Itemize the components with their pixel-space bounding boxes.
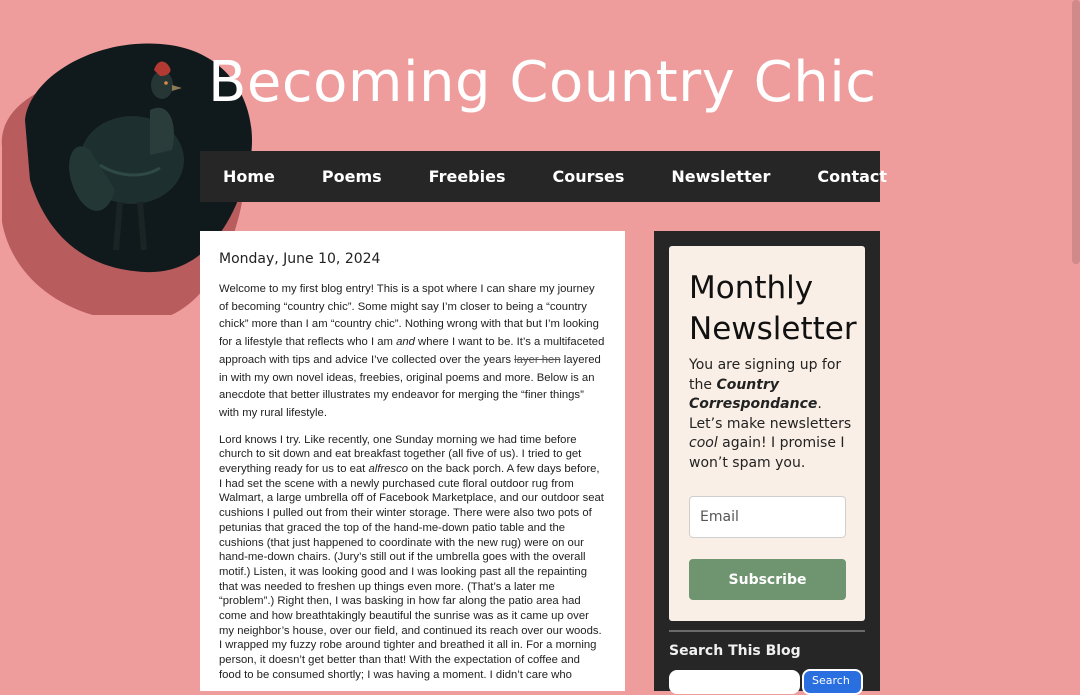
site-title[interactable]: Becoming Country Chic xyxy=(208,50,877,115)
nav-home[interactable]: Home xyxy=(223,167,275,186)
post-paragraph-1: Welcome to my first blog entry! This is a spot where I can share my journey of becoming “country chic”. Some might say I’m closer to being a “country chick” more than I am “country chic”. Nothing wrong with that but I’m looking for a lifestyle that reflects who I am and where I want to be. It’s a multifaceted approach with tips and advice I’ve collected over the years layer hen layered in with my own novel ideas, freebies, original poems and more. Below is an anecdote that better illustrates my endeavor for merging the “finer things” with my rural lifestyle. xyxy=(219,283,605,419)
nav-poems[interactable]: Poems xyxy=(321,167,382,186)
nav-contact[interactable]: Contact xyxy=(817,167,888,186)
search-title: Search This Blog xyxy=(669,643,801,659)
scrollbar[interactable] xyxy=(1072,0,1080,264)
nav-courses[interactable]: Courses xyxy=(552,167,625,186)
nav-newsletter[interactable]: Newsletter xyxy=(671,167,771,186)
subscribe-button[interactable]: Subscribe xyxy=(689,559,846,600)
nav-freebies[interactable]: Freebies xyxy=(428,167,506,186)
post-paragraph-2: Lord knows I try. Like recently, one Sunday morning we had time before church to sit down and eat breakfast together (all five of us). I tried to get everything ready for us to eat alfresco on the back porch. A few days before, I had set the scene with a newly purchased cute floral outdoor rug from Walmart, a large umbrella off of Facebook Marketplace, and our outdoor seat cushions I pulled out from their winter storage. There were also two pots of petunias that graced the top of the hand-me-down patio table and the cushions (that just happened to coordinate with the new rug) were on our hand-me-down chairs. (Jury’s still out if the umbrella goes with the overall motif.) Listen, it was looking good and I was looking past all the repainting that was needed to freshen up things even more. (That’s a later me “problem”.) Right then, I was basking in how far along the patio area had come and how breathtakingly beautiful the sunrise was as it came up over my neighbor’s house, over our field, and continued its reach over our woods. I wrapped my fuzzy robe around tighter and breathed it all in. For a morning person, it doesn’t get better than that! With the expectation of coffee and food to be consumed shortly; I was having a moment. I didn’t care who xyxy=(219,433,604,681)
email-field[interactable] xyxy=(689,496,846,538)
newsletter-title: Monthly Newsletter xyxy=(689,270,857,347)
sidebar xyxy=(654,231,880,691)
main-nav xyxy=(200,151,888,202)
blog-post xyxy=(200,231,625,691)
newsletter-card xyxy=(669,246,865,621)
search-button[interactable]: Search xyxy=(802,669,863,695)
divider xyxy=(669,630,865,632)
newsletter-description: You are signing up for the Country Correspondance. Let’s make newsletters cool again! I promise I won’t spam you. xyxy=(689,357,852,471)
post-date: Monday, June 10, 2024 xyxy=(219,251,381,267)
search-input[interactable] xyxy=(669,670,800,694)
